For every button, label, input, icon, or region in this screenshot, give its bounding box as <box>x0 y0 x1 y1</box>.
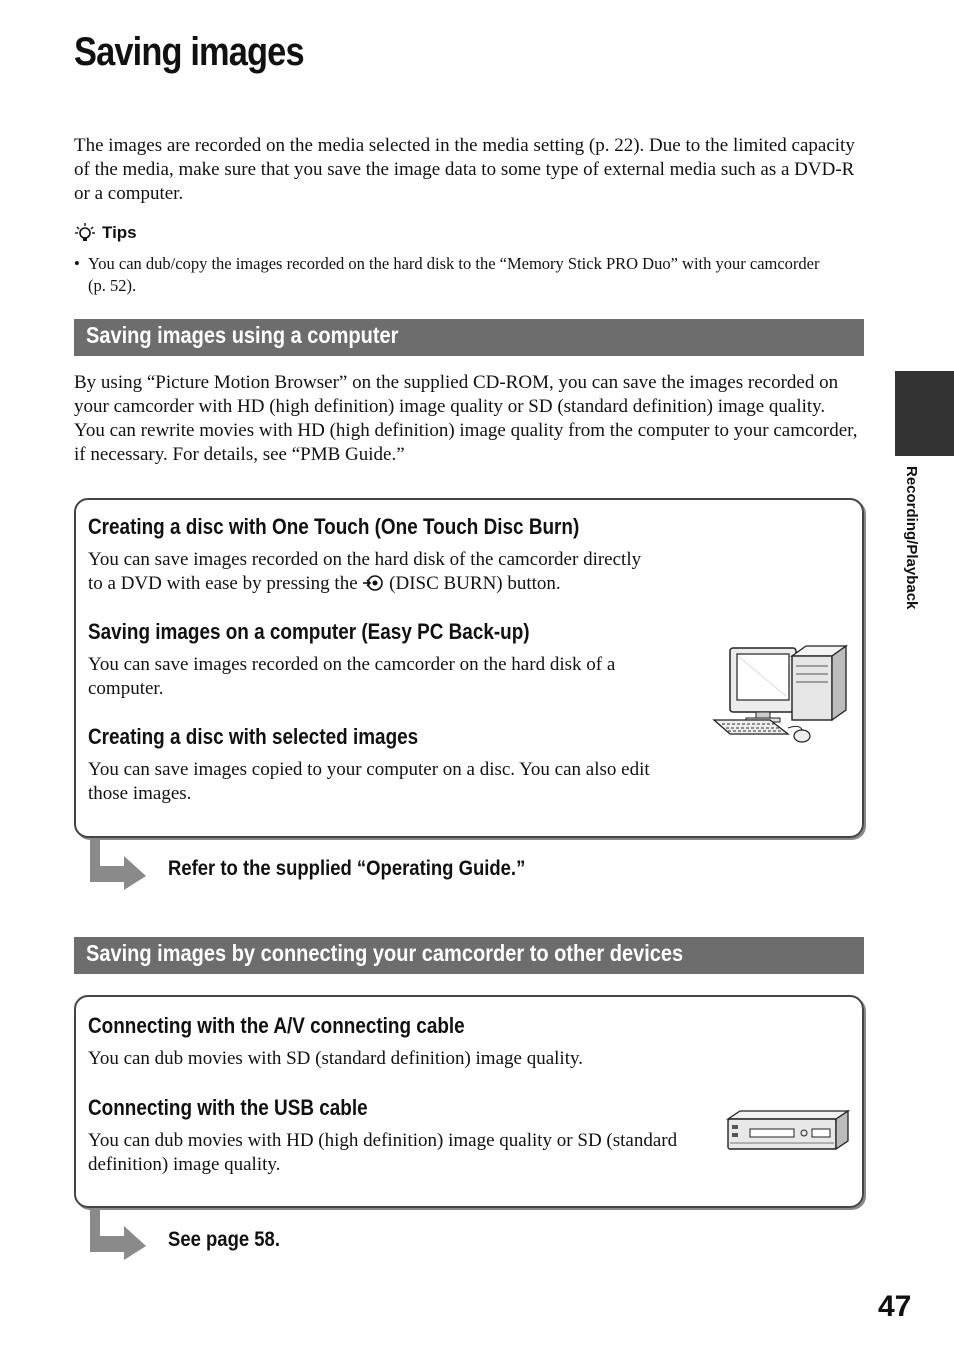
reference-arrow-icon <box>90 1208 148 1265</box>
subheading: Saving images on a computer (Easy PC Back-up) <box>88 619 530 644</box>
subheading: Creating a disc with One Touch (One Touch Disc Burn) <box>88 514 580 539</box>
one-touch-block: Creating a disc with One Touch (One Touch Disc Burn) You can save images recorded on the hard disk of the camcorder directly to a DVD with ease by pressing the (DISC BURN) button. <box>88 514 642 594</box>
tip-item: • You can dub/copy the images recorded on the hard disk to the “Memory Stick PRO Duo” with your camcorder (p. 52). <box>74 254 820 295</box>
desktop-computer-illustration <box>708 644 853 748</box>
bullet-icon: • <box>74 254 80 273</box>
computer-options-box <box>74 498 864 838</box>
usb-cable-block: Connecting with the USB cable You can dub movies with HD (high definition) image quality or SD (standard definition) image quality. <box>88 1095 678 1175</box>
reference-text: Refer to the supplied “Operating Guide.” <box>168 857 526 880</box>
easy-pc-backup-block: Saving images on a computer (Easy PC Back-up) You can save images recorded on the camcorder on the hard disk of a computer. <box>88 619 616 699</box>
lightbulb-icon <box>74 222 96 244</box>
page-number: 47 <box>878 1290 912 1323</box>
av-cable-block: Connecting with the A/V connecting cable You can dub movies with SD (standard definition) image quality. <box>88 1013 738 1071</box>
dvd-recorder-illustration <box>724 1109 852 1153</box>
reference-arrow-icon <box>90 838 148 895</box>
section1-intro: By using “Picture Motion Browser” on the supplied CD-ROM, you can save the images recorded on your camcorder with HD (high definition) image quality or SD (standard definition) image quality. You can rewrite movies with HD (high definition) image quality from the computer to your camcorder, if necessary. For details, see “PMB Guide.” <box>74 372 858 465</box>
subheading: Connecting with the USB cable <box>88 1095 368 1120</box>
devices-options-box <box>74 995 864 1208</box>
intro-paragraph: The images are recorded on the media selected in the media setting (p. 22). Due to the limited capacity of the media, make sure that you save the image data to some type of external media such as a DVD-R or a computer. <box>74 135 855 204</box>
tips-header <box>74 222 137 244</box>
page-title: Saving images <box>74 30 304 74</box>
disc-burn-icon <box>362 574 384 592</box>
chapter-label: Recording/Playback <box>903 466 920 610</box>
tips-label: Tips <box>102 223 137 242</box>
chapter-tab <box>895 371 954 456</box>
subheading: Connecting with the A/V connecting cable <box>88 1013 465 1038</box>
selected-images-block: Creating a disc with selected images You can save images copied to your computer on a disc. You can also edit those images. <box>88 724 650 804</box>
subheading: Creating a disc with selected images <box>88 724 419 749</box>
reference-text: See page 58. <box>168 1228 280 1251</box>
section-heading-devices: Saving images by connecting your camcorder to other devices <box>74 937 864 974</box>
section-heading-computer: Saving images using a computer <box>74 319 864 356</box>
